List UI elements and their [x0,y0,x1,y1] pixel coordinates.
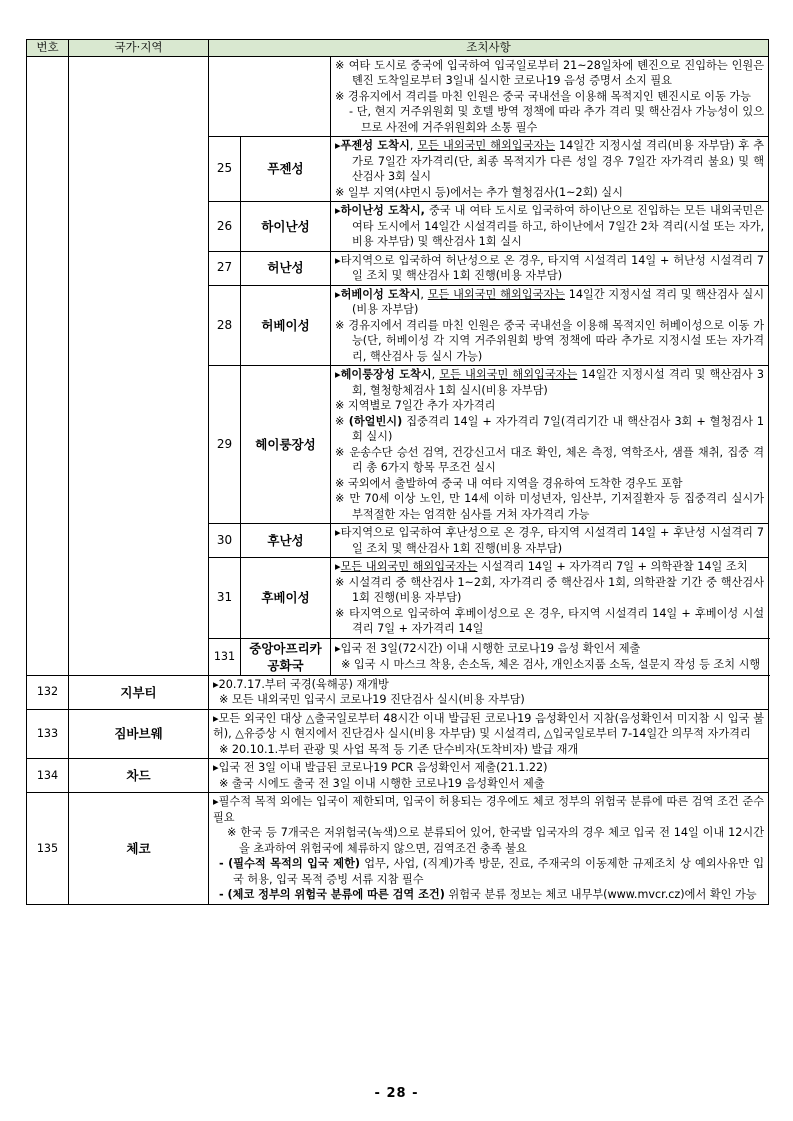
region-content [331,366,769,524]
underline-text: 모든 내외국민 해외입국자는 [417,139,556,152]
region-num: 30 [209,524,241,558]
text: 위험국 분류 정보는 체코 내무부(www.mvcr.cz)에서 확인 가능 [444,888,757,901]
note-line: ※ 경유지에서 격리를 마친 인원은 중국 국내선을 이용해 목적지인 톈진시로 이동 가능 [335,89,751,103]
country-num: 134 [27,759,69,793]
region-content [331,558,769,639]
note-line: ※ 20.10.1.부터 관광 및 사업 목적 등 기존 단수비자(도착비자) 발급 재개 [219,742,579,756]
bold-text: ▸헤이룽장성 도착시 [335,368,432,381]
measures-table [26,39,769,905]
country-name: 중앙아프리카 공화국 [241,638,331,675]
country-content [209,759,769,793]
bold-text: ▸푸젠성 도착시 [335,139,410,152]
region-num: 25 [209,137,241,202]
separator: , [431,368,440,381]
region-content [331,524,769,558]
country-name: 짐바브웨 [69,709,209,759]
region-name: 허베이성 [241,285,331,366]
region-name: 후베이성 [241,558,331,639]
table-row [27,675,769,709]
underline-text: 모든 내외국민 해외입국자는 [427,287,565,301]
country-content [331,638,769,675]
country-name: 체코 [69,793,209,905]
text: 14일간 지정시설 격리 및 핵산검사 실시(비용 자부담) [352,287,764,316]
note-line: - 단, 현지 거주위원회 및 호텔 방역 정책에 따라 추가 격리 및 핵산검사 가능성이 있으므로 사전에 거주위원회와 소통 필수 [349,105,765,134]
underline-text: 모든 내외국민 해외입국자는 [340,560,478,573]
region-content [331,137,769,202]
country-content [209,675,769,709]
text: 시설격리 14일 + 자가격리 7일 + 의학관찰 14일 조치 [477,560,748,573]
region-name: 하이난성 [241,202,331,252]
region-num: 26 [209,202,241,252]
note-line: ▸입국 전 3일 이내 발급된 코로나19 PCR 음성확인서 제출(21.1.22) [213,761,548,774]
text: 중국 내 여타 도시로 입국하여 하이난으로 진입하는 모든 내외국민은 여타 도시에서 14일간 시설격리를 하고, 하이난에서 7일간 2차 격리(시설 또는 자가, 비용 자부담) 및 핵산검사 1회 실시 [352,204,765,248]
text: 14일간 지정시설 격리 및 핵산검사 3회, 혈청항체검사 1회 실시(비용 자부담) [352,368,765,397]
note-line: ※ 지역별로 7일간 추가 자가격리 [335,399,496,412]
table-row [27,56,769,137]
bold-text: (하얼빈시) [348,414,403,428]
country-num: 133 [27,709,69,759]
note-line: ※ 모든 내외국민 입국시 코로나19 진단검사 실시(비용 자부담) [219,693,525,706]
note-line: ※ 출국 시에도 출국 전 3일 이내 시행한 코로나19 음성확인서 제출 [219,776,545,790]
underline-text: 모든 내외국민 해외입국자는 [439,368,578,381]
country-num: 135 [27,793,69,905]
note-line: ※ 한국 등 7개국은 저위험국(녹색)으로 분류되어 있어, 한국발 입국자의 경우 체코 입국 전 14일 이내 12시간을 초과하여 위험국에 체류하지 않으면, 검역조건 충족 불요 [227,826,765,855]
region-num: 28 [209,285,241,366]
page-number: - 28 - [374,1086,419,1101]
header-measure: 조치사항 [209,40,769,57]
note-line: ※ 운송수단 승선 검역, 건강신고서 대조 확인, 체온 측정, 역학조사, 샘플 채취, 집중 격리 총 6가지 항목 무조건 실시 [335,445,765,474]
note-line: ▸타지역으로 입국하여 허난성으로 온 경우, 타지역 시설격리 14일 + 허난성 시설격리 7일 조치 및 핵산검사 1회 진행(비용 자부담) [335,253,765,282]
text: 14일간 지정시설 격리(비용 자부담) 후 추가로 7일간 자가격리(단, 최종 목적지가 다른 성일 경우 7일간 자가격리 불요) 및 핵산검사 3회 실시 [352,139,765,183]
note-line: ▸입국 전 3일(72시간) 이내 시행한 코로나19 음성 확인서 제출 [335,642,641,655]
region-num: 27 [209,251,241,285]
country-num: 132 [27,675,69,709]
note-line: ※ 경유지에서 격리를 마친 인원은 중국 국내선을 이용해 목적지인 허베이성으로 이동 가능(단, 허베이성 각 지역 거주위원회 방역 정책에 따라 추가로 지정시설 또는 자가격리, 핵산검사 등 실시 가능) [335,318,765,363]
country-name: 지부티 [69,675,209,709]
country-name: 차드 [69,759,209,793]
region-name: 푸젠성 [241,137,331,202]
region-num: 29 [209,366,241,524]
country-num: 131 [209,638,241,675]
country-content [209,793,769,905]
note-line: ▸타지역으로 입국하여 후난성으로 온 경우, 타지역 시설격리 14일 + 후난성 시설격리 7일 조치 및 핵산검사 1회 진행(비용 자부담) [335,526,765,555]
cell-num-empty [27,56,69,675]
table-row [27,759,769,793]
region-num: 31 [209,558,241,639]
note-line: ▸20.7.17.부터 국경(육해공) 재개방 [213,677,389,691]
region-name: 헤이룽장성 [241,366,331,524]
region-content [331,251,769,285]
prefix: ※ [335,414,349,428]
note-line: ※ 시설격리 중 핵산검사 1~2회, 자가격리 중 핵산검사 1회, 의학관찰 기간 중 핵산검사 1회 진행(비용 자부담) [335,575,765,604]
note-line: ▸모든 외국인 대상 △출국일로부터 48시간 이내 발급된 코로나19 음성확인서 지참(음성확인서 미지참 시 입국 불허), △유증상 시 현지에서 진단검사 실시(비용 자부담) 및 시설격리, △입국일로부터 7-14일간 의무적 자가격리 [213,711,765,740]
bold-text: - (체코 정부의 위험국 분류에 따른 검역 조건) [219,888,445,901]
header-num: 번호 [27,40,69,57]
prefix: ▸ [335,560,341,573]
bold-text: ▸하이난성 도착시, [335,204,425,217]
note-line: ※ 타지역으로 입국하여 후베이성으로 온 경우, 타지역 시설격리 14일 + 후베이성 시설격리 7일 + 자가격리 14일 [335,606,765,635]
note-line: ▸필수적 목적 외에는 입국이 제한되며, 입국이 허용되는 경우에도 체코 정부의 위험국 분류에 따른 검역 조건 준수 필요 [213,795,765,824]
header-country: 국가·지역 [69,40,209,57]
separator: , [420,287,428,301]
cell-country-empty [69,56,209,675]
region-content [331,285,769,366]
note-line: ※ 국외에서 출발하여 중국 내 여타 지역을 경유하여 도착한 경우도 포함 [335,476,683,490]
region-content [331,202,769,252]
separator: , [409,139,418,152]
region-name: 후난성 [241,524,331,558]
region-name: 허난성 [241,251,331,285]
bold-text: - (필수적 목적의 입국 제한) [219,857,361,870]
note-line: ※ 일부 지역(샤먼시 등)에서는 추가 혈청검사(1~2회) 실시 [335,185,623,199]
country-content [209,709,769,759]
cell-sub-empty [209,56,331,137]
header-row [27,40,769,57]
text: 업무, 사업, (직계)가족 방문, 진료, 주재국의 이동제한 규제조치 상 예외사유만 입국 허용, 입국 목적 증빙 서류 지참 필수 [233,857,765,886]
table-row [27,709,769,759]
text: 집중격리 14일 + 자가격리 7일(격리기간 내 핵산검사 3회 + 혈청검사 1회 실시) [352,414,765,443]
note-line: ※ 입국 시 마스크 착용, 손소독, 체온 검사, 개인소지품 소독, 설문지 작성 등 조치 시행 [341,657,761,671]
continuation-content [331,56,769,137]
note-line: ※ 여타 도시로 중국에 입국하여 입국일로부터 21~28일차에 톈진으로 진입하는 인원은 톈진 도착일로부터 3일내 실시한 코로나19 음성 증명서 소지 필요 [335,58,765,87]
table-row [27,793,769,905]
note-line: ※ 만 70세 이상 노인, 만 14세 이하 미성년자, 임산부, 기저질환자 등 집중격리 실시가 부적절한 자는 엄격한 심사를 거쳐 자가격리 가능 [335,492,765,521]
bold-text: ▸허베이성 도착시 [335,287,421,301]
